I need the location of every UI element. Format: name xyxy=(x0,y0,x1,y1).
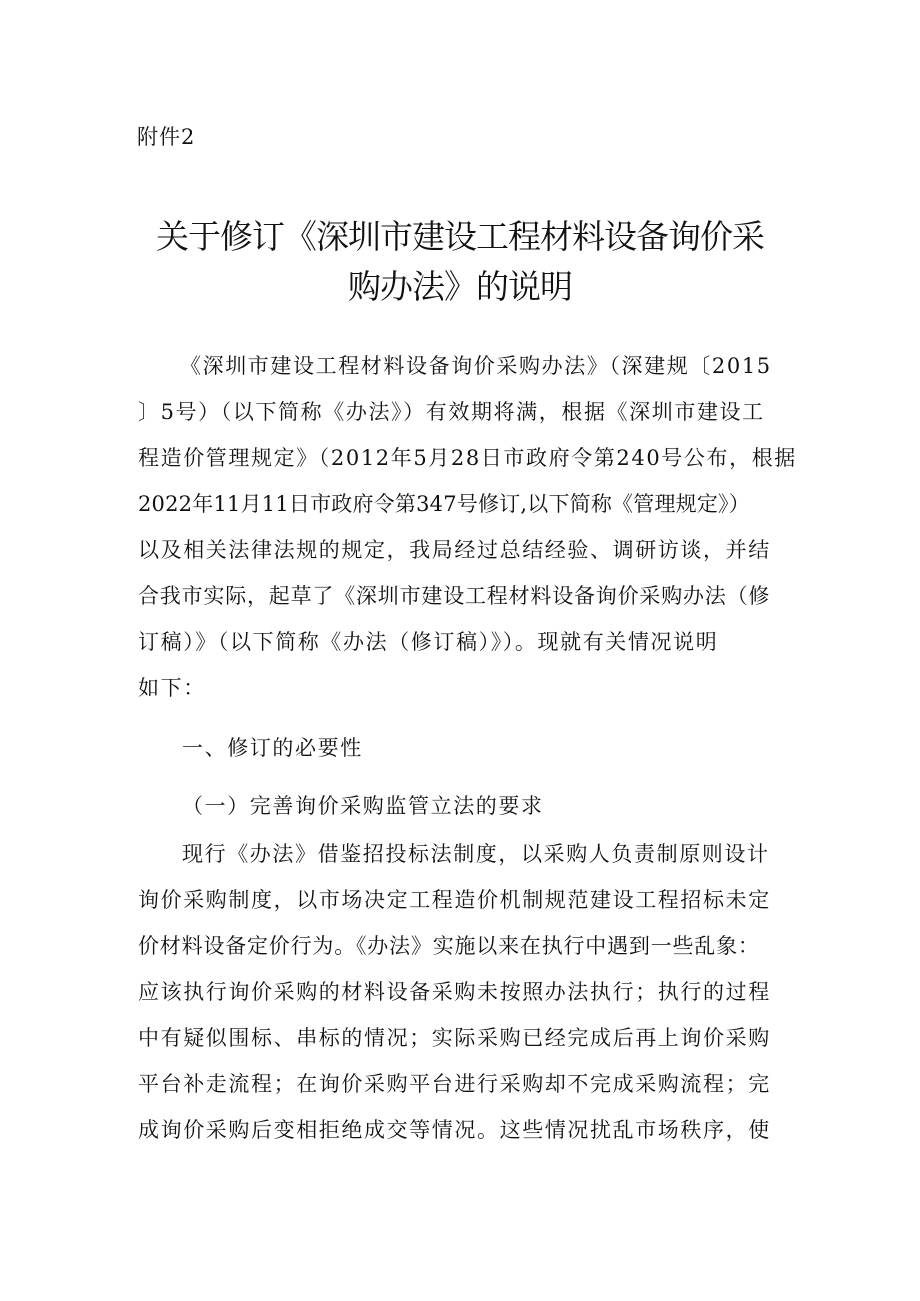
attachment-label: 附件2 xyxy=(137,125,196,149)
title-line-2: 购办法》的说明 xyxy=(348,267,572,306)
intro-line-4: 2022年11月11日市政府令第347号修订,以下简称《管理规定》） xyxy=(138,492,750,516)
intro-line-5: 以及相关法律法规的规定，我局经过总结经验、调研访谈，并结 xyxy=(138,538,771,562)
section-heading-1: 一、修订的必要性 xyxy=(182,736,363,760)
body-line-2: 询价采购制度，以市场决定工程造价机制规范建设工程招标未定 xyxy=(138,888,771,912)
intro-paragraph xyxy=(138,343,798,711)
body-line-5: 中有疑似围标、串标的情况；实际采购已经完成后再上询价采购 xyxy=(138,1026,771,1050)
body-line-6: 平台补走流程；在询价采购平台进行采购却不完成采购流程；完 xyxy=(138,1072,771,1096)
intro-line-1: 《深圳市建设工程材料设备询价采购办法》（深建规〔2015 xyxy=(180,354,772,378)
subsection-heading-1: （一）完善询价采购监管立法的要求 xyxy=(182,794,544,818)
intro-line-3: 程造价管理规定》（2012年5月28日市政府令第240号公布，根据 xyxy=(138,446,797,470)
intro-line-8: 如下： xyxy=(138,676,206,700)
intro-line-6: 合我市实际，起草了《深圳市建设工程材料设备询价采购办法（修 xyxy=(138,584,771,608)
body-line-1: 现行《办法》借鉴招投标法制度，以采购人负责制原则设计 xyxy=(182,842,770,866)
intro-line-7: 订稿）》（以下简称《办法（修订稿）》）。现就有关情况说明 xyxy=(138,630,719,654)
body-line-3: 价材料设备定价行为。《办法》实施以来在执行中遇到一些乱象： xyxy=(138,934,760,958)
document-title xyxy=(130,212,790,312)
intro-line-2: 〕5号）（以下简称《办法》）有效期将满，根据《深圳市建设工 xyxy=(138,400,765,424)
body-paragraph-2 xyxy=(138,831,798,1153)
body-line-7: 成询价采购后变相拒绝成交等情况。这些情况扰乱市场秩序，使 xyxy=(138,1118,771,1142)
body-line-4: 应该执行询价采购的材料设备采购未按照办法执行；执行的过程 xyxy=(138,980,771,1004)
title-line-1: 关于修订《深圳市建设工程材料设备询价采 xyxy=(156,217,764,256)
